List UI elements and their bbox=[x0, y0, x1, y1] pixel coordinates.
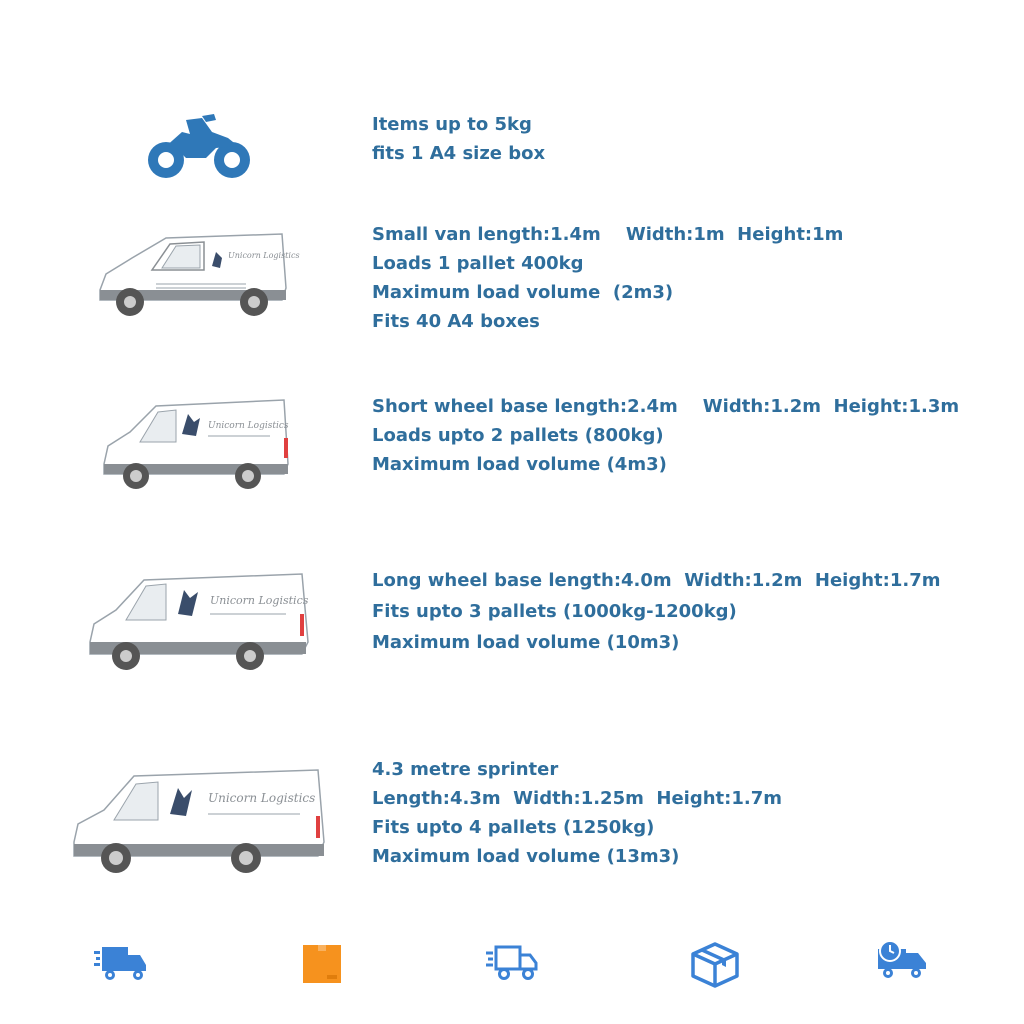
small-van-icon bbox=[96, 228, 300, 320]
spec-line: Length:4.3m Width:1.25m Height:1.7m bbox=[372, 788, 782, 809]
vehicle-description bbox=[372, 392, 959, 479]
spec-line: Short wheel base length:2.4m Width:1.2m Height:1.3m bbox=[372, 396, 960, 417]
spec-line: fits 1 A4 size box bbox=[372, 143, 546, 164]
spec-line: 4.3 metre sprinter bbox=[372, 759, 559, 780]
motorbike-icon bbox=[146, 112, 252, 180]
spec-line: Loads 1 pallet 400kg bbox=[372, 253, 584, 274]
spec-line: Fits 40 A4 boxes bbox=[372, 311, 540, 332]
spec-line: Fits upto 4 pallets (1250kg) bbox=[372, 817, 655, 838]
spec-line: Small van length:1.4m Width:1m Height:1m bbox=[372, 224, 844, 245]
spec-line: Items up to 5kg bbox=[372, 114, 532, 135]
sprinter-van-icon bbox=[70, 766, 328, 878]
spec-line: Loads upto 2 pallets (800kg) bbox=[372, 425, 664, 446]
fast-delivery-truck-icon bbox=[94, 943, 148, 983]
spec-line: Maximum load volume (2m3) bbox=[372, 282, 674, 303]
van-logo-text: Unicorn Logistics bbox=[208, 421, 289, 431]
vehicle-description bbox=[372, 755, 782, 871]
vehicle-description bbox=[372, 110, 545, 168]
van-logo-text: Unicorn Logistics bbox=[228, 251, 300, 260]
spec-line: Fits upto 3 pallets (1000kg-1200kg) bbox=[372, 601, 737, 622]
vehicle-description bbox=[372, 565, 940, 658]
timed-delivery-truck-icon bbox=[876, 939, 928, 981]
spec-line: Long wheel base length:4.0m Width:1.2m Height:1.7m bbox=[372, 570, 941, 591]
short-wheel-base-van-icon bbox=[100, 398, 294, 494]
parcel-box-icon bbox=[303, 945, 341, 983]
package-3d-icon bbox=[690, 941, 740, 989]
van-logo-text: Unicorn Logistics bbox=[208, 791, 316, 805]
spec-line: Maximum load volume (10m3) bbox=[372, 632, 680, 653]
spec-line: Maximum load volume (4m3) bbox=[372, 454, 667, 475]
delivery-truck-outline-icon bbox=[486, 943, 540, 983]
long-wheel-base-van-icon bbox=[86, 570, 312, 674]
van-logo-text: Unicorn Logistics bbox=[210, 594, 309, 607]
vehicle-description bbox=[372, 220, 843, 336]
bottom-icon-bar bbox=[0, 935, 1024, 995]
spec-line: Maximum load volume (13m3) bbox=[372, 846, 680, 867]
